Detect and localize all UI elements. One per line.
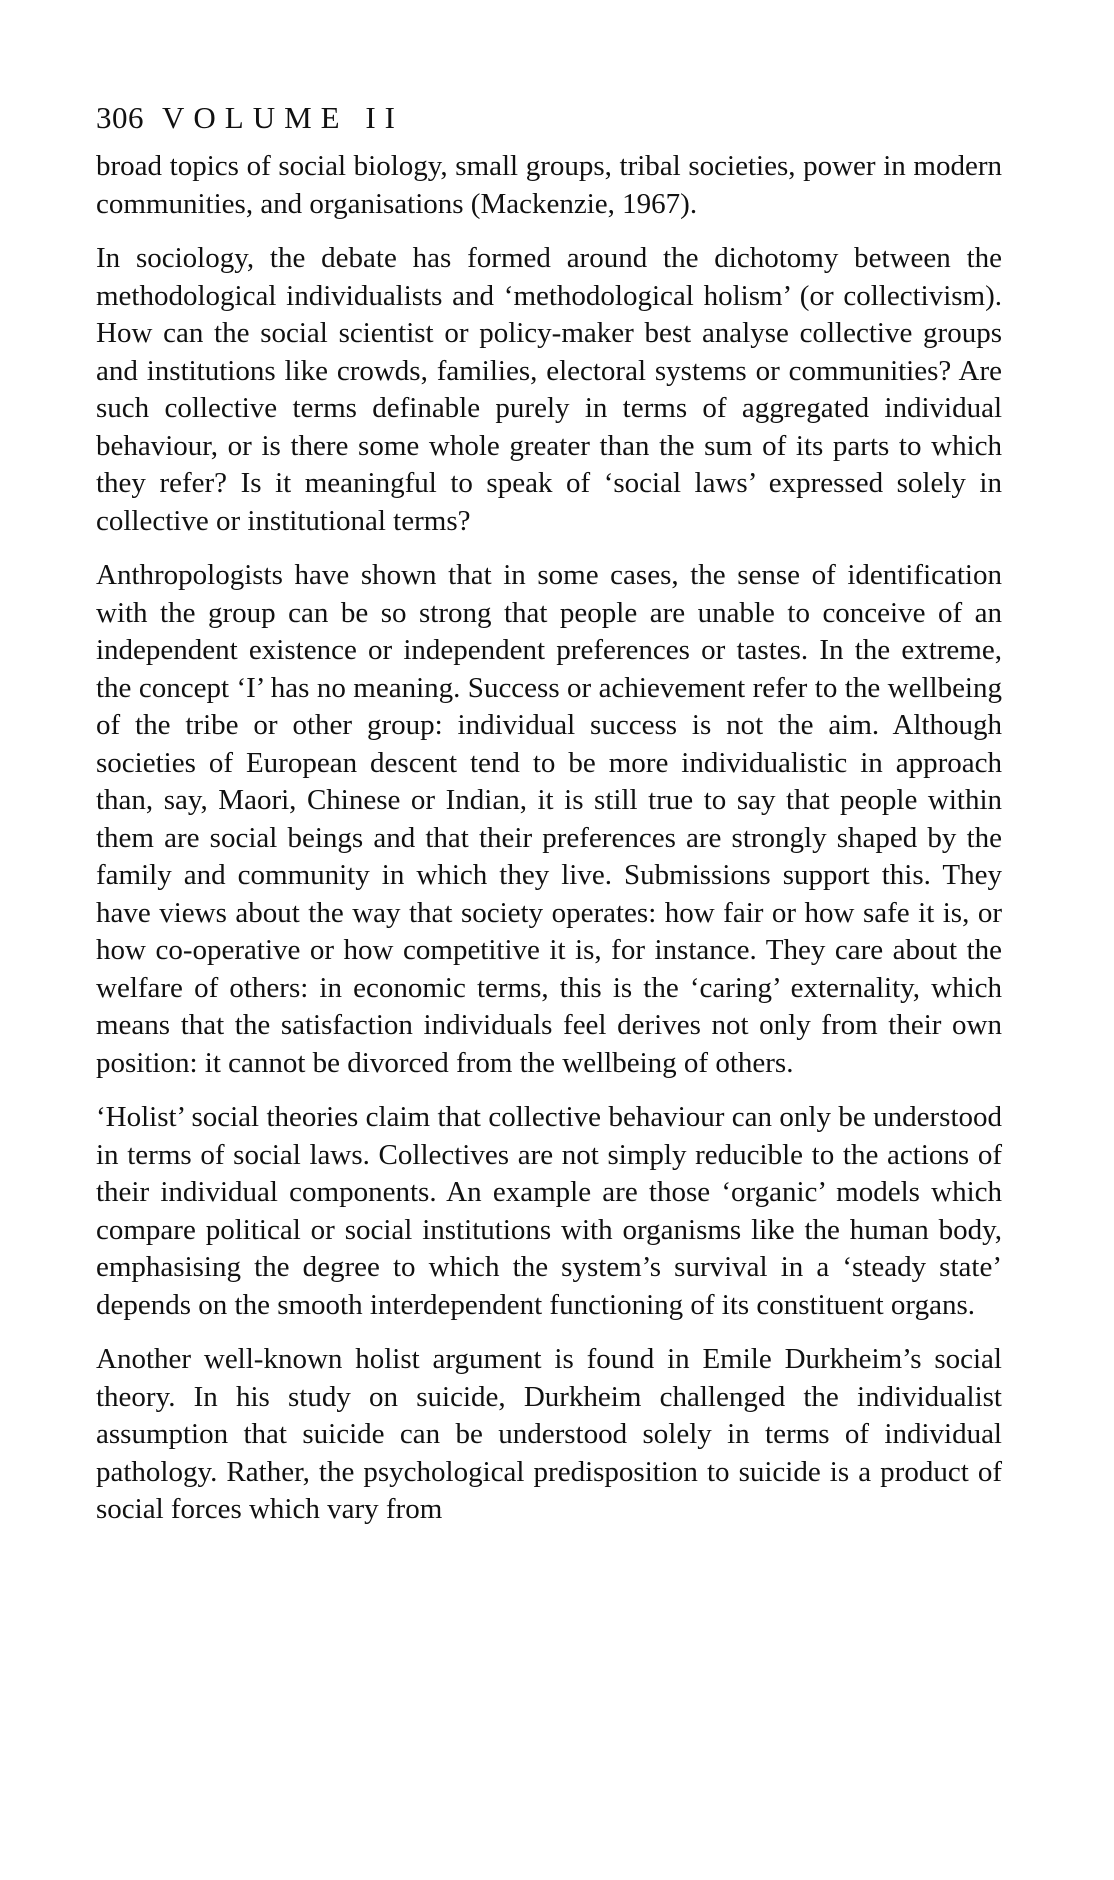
paragraph-sociology-debate: In sociology, the debate has formed around the dichotomy between the methodological individualists and ‘methodological holism’ (or collectivism). How can the social scientist or policy-maker best analyse collective groups and institutions like crowds, families, electoral systems or communities? Are such collective terms definable purely in terms of aggregated individual behaviour, or is there some whole greater than the sum of its parts to which they refer? Is it meaningful to speak of ‘social laws’ expressed solely in collective or institutional terms? xyxy=(96,242,1002,537)
paragraph-continuation: broad topics of social biology, small groups, tribal societies, power in modern communities, and organisations (Mackenzie, 1967). xyxy=(96,150,1002,220)
paragraph-anthropologists: Anthropologists have shown that in some cases, the sense of identification with the group can be so strong that people are unable to conceive of an independent existence or independent preferences or tastes. In the extreme, the concept ‘I’ has no meaning. Success or achievement refer to the wellbeing of the tribe or other group: individual success is not the aim. Although societies of European descent tend to be more individualistic in approach than, say, Maori, Chinese or Indian, it is still true to say that people within them are social beings and that their preferences are strongly shaped by the family and community in which they live. Submissions support this. They have views about the way that society operates: how fair or how safe it is, or how co-operative or how competitive it is, for instance. They care about the welfare of others: in economic terms, this is the ‘caring’ externality, which means that the satisfaction individuals feel derives not only from their own position: it cannot be divorced from the wellbeing of others. xyxy=(96,559,1002,1079)
page-number: 306 xyxy=(96,100,144,135)
page-body xyxy=(96,98,1002,1529)
section-title: VOLUME II xyxy=(162,100,404,135)
running-head xyxy=(96,98,1002,138)
paragraph-durkheim: Another well-known holist argument is found in Emile Durkheim’s social theory. In his study on suicide, Durkheim challenged the individualist assumption that suicide can be understood solely in terms of individual pathology. Rather, the psychological predisposition to suicide is a product of social forces which vary from xyxy=(96,1343,1002,1525)
paragraph-holist-theories: ‘Holist’ social theories claim that collective behaviour can only be understood in terms of social laws. Collectives are not simply reducible to the actions of their individual components. An example are those ‘organic’ models which compare political or social institutions with organisms like the human body, emphasising the degree to which the system’s survival in a ‘steady state’ depends on the smooth interdependent functioning of its constituent organs. xyxy=(96,1101,1002,1321)
